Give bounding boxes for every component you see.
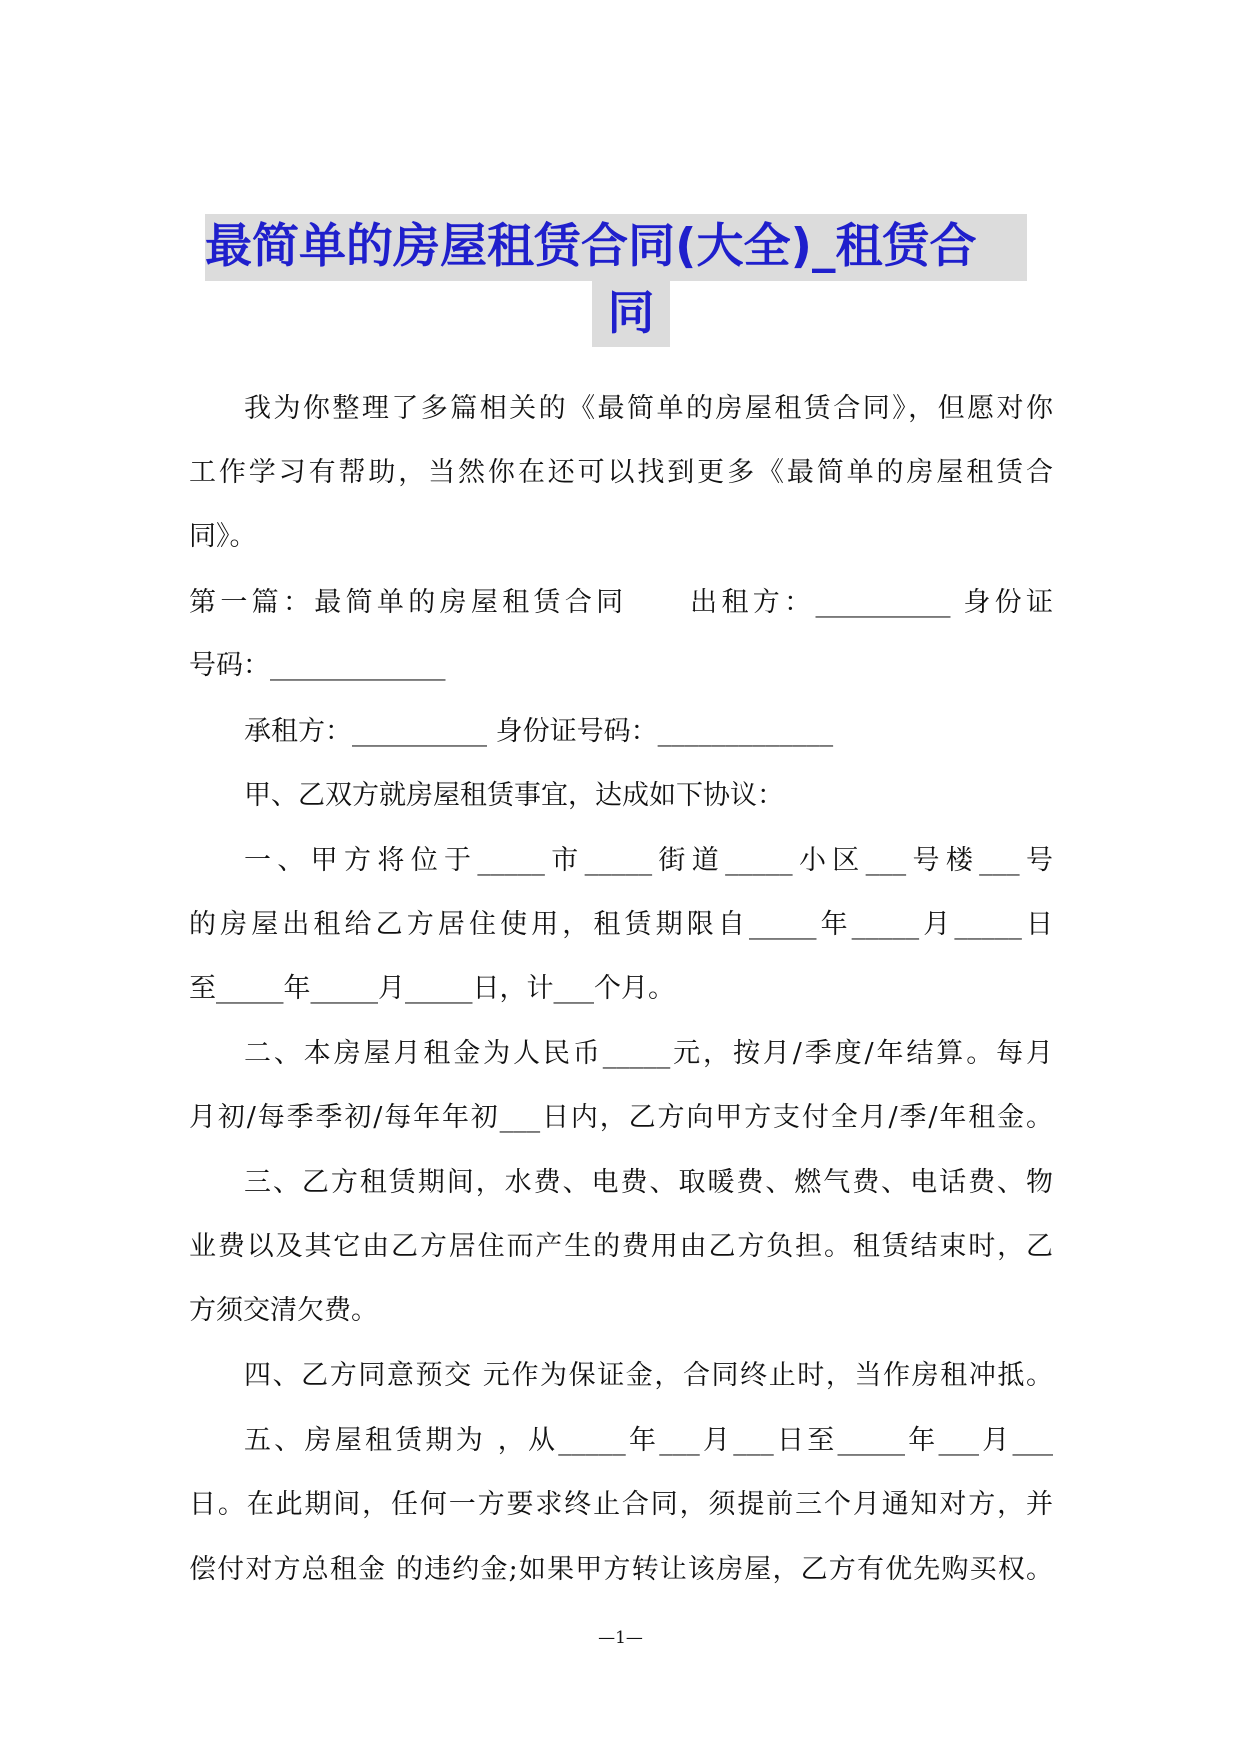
clause-5-line-3: 偿付对方总租金 的违约金;如果甲方转让该房屋，乙方有优先购买权。	[189, 1554, 1053, 1585]
clause-3-line-3: 方须交清欠费。	[189, 1295, 378, 1326]
intro-line-1: 我为你整理了多篇相关的《最简单的房屋租赁合同》，但愿对你	[244, 393, 1053, 424]
clause-5-line-2: 日。在此期间，任何一方要求终止合同，须提前三个月通知对方，并	[189, 1489, 1053, 1520]
document-title-line-2: 同	[592, 281, 670, 347]
clause-1-line-2: 的房屋出租给乙方居住使用，租赁期限自_____年_____月_____日	[189, 909, 1053, 940]
intro-line-2: 工作学习有帮助，当然你在还可以找到更多《最简单的房屋租赁合	[189, 457, 1053, 488]
clause-5-line-1: 五、房屋租赁期为 ，从_____年___月___日至_____年___月___	[244, 1425, 1053, 1456]
clause-2-line-1: 二、本房屋月租金为人民币_____元，按月/季度/年结算。每月	[244, 1038, 1053, 1069]
intro-line-3: 同》。	[189, 521, 257, 552]
page-number: —1—	[598, 1628, 643, 1648]
clause-1-line-1: 一、甲方将位于_____市_____街道_____小区___号楼___号	[244, 845, 1053, 876]
section-header-line-2: 号码：_____________	[189, 650, 446, 681]
clause-1-line-3: 至_____年_____月_____日，计___个月。	[189, 973, 675, 1004]
clause-2-line-2: 月初/每季季初/每年年初___日内，乙方向甲方支付全月/季/年租金。	[189, 1102, 1053, 1133]
clause-3-line-1: 三、乙方租赁期间，水费、电费、取暖费、燃气费、电话费、物	[244, 1167, 1053, 1198]
clause-3-line-2: 业费以及其它由乙方居住而产生的费用由乙方负担。租赁结束时，乙	[189, 1231, 1053, 1262]
tenant-line: 承租方：__________ 身份证号码：_____________	[244, 716, 834, 747]
document-title-line-1: 最简单的房屋租赁合同(大全)_租赁合	[205, 214, 1027, 281]
section-header-line-1: 第一篇：最简单的房屋租赁合同 出租方：__________ 身份证	[189, 587, 1053, 618]
clause-4-line-1: 四、乙方同意预交 元作为保证金，合同终止时，当作房租冲抵。	[244, 1360, 1053, 1391]
agreement-line: 甲、乙双方就房屋租赁事宜，达成如下协议：	[244, 780, 784, 811]
